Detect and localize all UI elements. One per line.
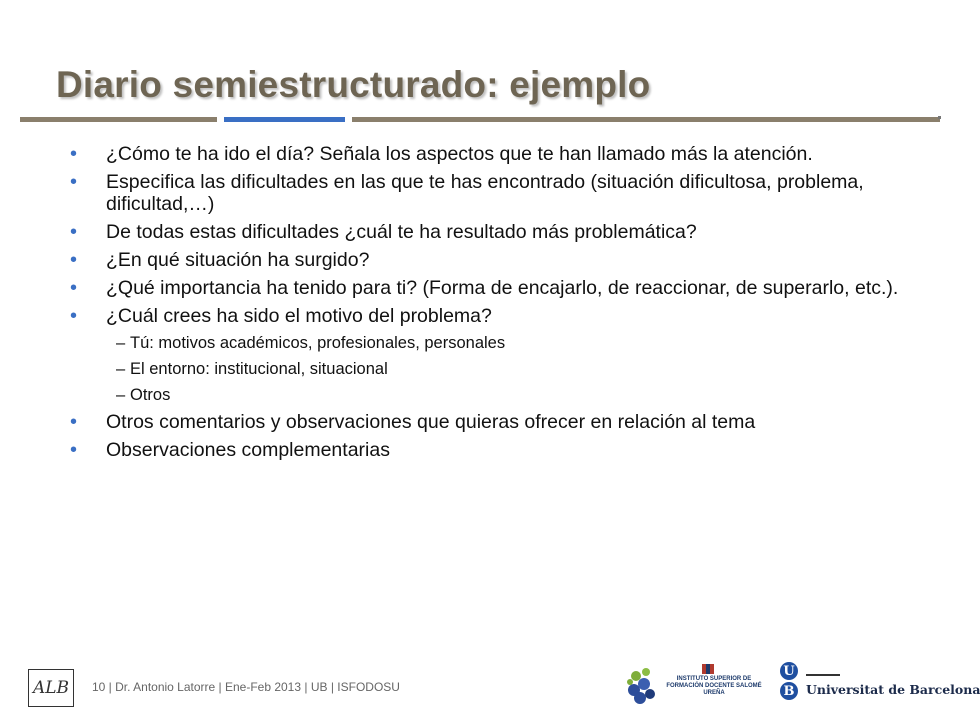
sub-bullet-item — [70, 385, 900, 406]
author-logo: ALB — [28, 669, 74, 707]
ub-u-icon: U — [780, 662, 798, 680]
bullet-text: ¿En qué situación ha surgido? — [106, 249, 370, 271]
sub-bullet-marker: – — [116, 360, 126, 378]
sub-bullet-text: Otros — [130, 386, 171, 404]
bullet-text: Observaciones complementarias — [106, 439, 390, 461]
bullet-item — [70, 277, 900, 299]
bullet-marker: • — [70, 171, 78, 193]
bullet-marker: • — [70, 277, 78, 299]
bullet-marker: • — [70, 411, 78, 433]
bullet-item — [70, 439, 900, 461]
bullet-marker: • — [70, 439, 78, 461]
sub-bullet-marker: – — [116, 334, 126, 352]
sub-bullet-item — [70, 333, 900, 354]
bullet-marker: • — [70, 305, 78, 327]
title-rule-dot — [938, 116, 941, 119]
bullet-item — [70, 305, 900, 327]
bullet-item — [70, 171, 900, 215]
bullet-marker: • — [70, 221, 78, 243]
bullet-text: ¿Cuál crees ha sido el motivo del problema? — [106, 305, 492, 327]
bullet-item — [70, 411, 900, 433]
ub-name: Universitat de Barcelona — [806, 682, 980, 697]
bullet-text: Otros comentarios y observaciones que quieras ofrecer en relación al tema — [106, 411, 756, 433]
isfodosu-name: INSTITUTO SUPERIOR DE FORMACIÓN DOCENTE SALOMÉ UREÑA — [666, 676, 762, 696]
sub-bullet-marker: – — [116, 386, 126, 404]
isfodosu-emblem-icon — [627, 668, 655, 704]
sub-bullet-text: El entorno: institucional, situacional — [130, 360, 388, 378]
bullet-text: De todas estas dificultades ¿cuál te ha resultado más problemática? — [106, 221, 697, 243]
bullet-marker: • — [70, 143, 78, 165]
bullet-text: ¿Cómo te ha ido el día? Señala los aspectos que te han llamado más la atención. — [106, 143, 813, 165]
slide-title: Diario semiestructurado: ejemplo — [56, 64, 651, 105]
ub-building-icon — [806, 664, 840, 676]
title-rule-accent — [224, 117, 345, 122]
bullet-item — [70, 221, 900, 243]
sub-bullet-item — [70, 359, 900, 380]
bullet-item — [70, 143, 900, 165]
bullet-text: Especifica las dificultades en las que te has encontrado (situación dificultosa, problema, dificultad,…) — [106, 171, 864, 215]
isfodosu-crest-icon — [702, 664, 714, 674]
bullet-marker: • — [70, 249, 78, 271]
sub-bullet-text: Tú: motivos académicos, profesionales, personales — [130, 334, 506, 352]
bullet-item — [70, 249, 900, 271]
title-rule-right — [352, 117, 940, 122]
slide-content — [70, 143, 900, 467]
ub-b-icon: B — [780, 682, 798, 700]
footer-text: 10 | Dr. Antonio Latorre | Ene-Feb 2013 | UB | ISFODOSU — [92, 680, 400, 694]
title-rule-left — [20, 117, 217, 122]
bullet-text: ¿Qué importancia ha tenido para ti? (Forma de encajarlo, de reaccionar, de superarlo, etc.). — [106, 277, 899, 299]
